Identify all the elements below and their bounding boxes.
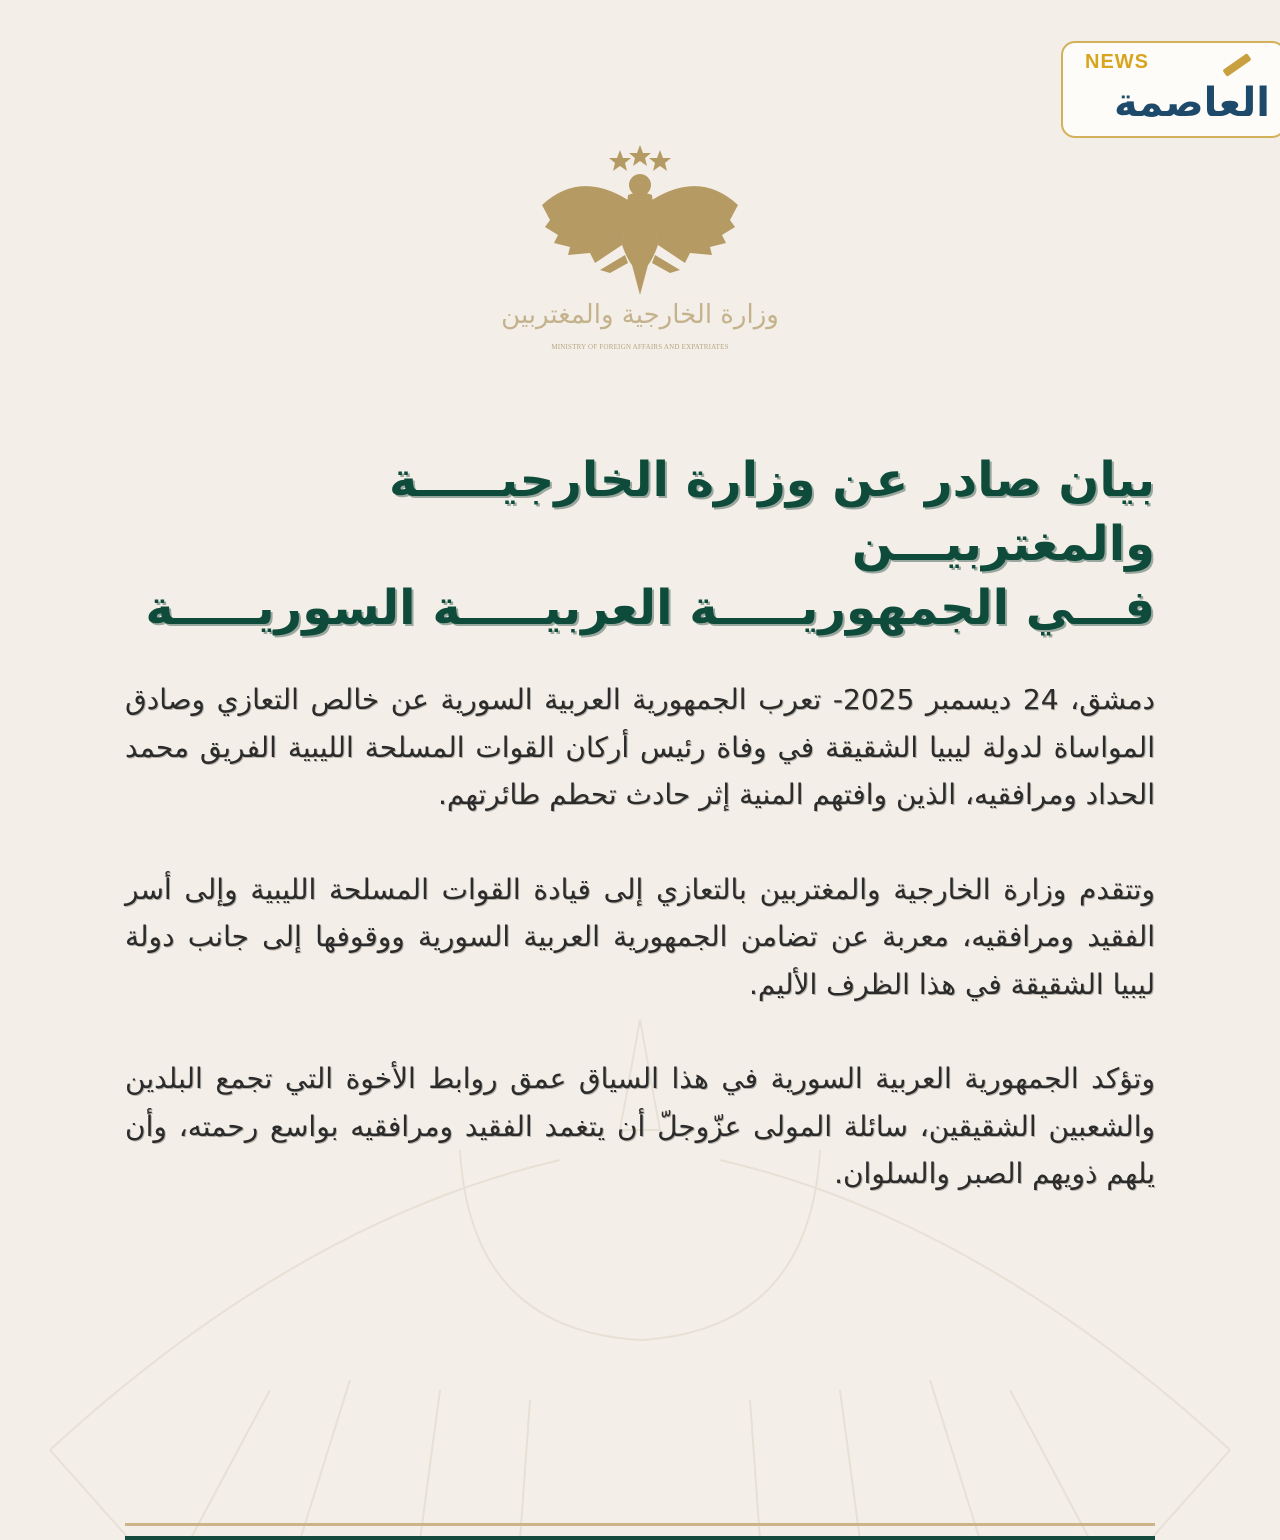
paragraph-1: دمشق، 24 ديسمبر 2025- تعرب الجمهورية العربية السورية عن خالص التعازي وصادق المواساة لدولة ليبيا الشقيقة في وفاة رئيس أركان القوات المسلحة الليبية الفريق محمد الحداد ومرافقيه، الذين وافتهم المنية إثر حادث تحطم طائرتهم. <box>125 683 1155 811</box>
emblem-arabic-text: وزارة الخارجية والمغتربين <box>501 300 779 330</box>
footer-gold-divider <box>125 1523 1155 1526</box>
statement-content <box>125 0 1155 1278</box>
emblem-english-text: MINISTRY OF FOREIGN AFFAIRS AND EXPATRIATES <box>551 343 729 351</box>
paragraph-2: وتتقدم وزارة الخارجية والمغتربين بالتعازي إلى قيادة القوات المسلحة الليبية وإلى أسر الفقيد ومرافقيه، معربة عن تضامن الجمهورية العربية السورية ووقوفها إلى جانب دولة ليبيا الشقيقة في هذا الظرف الأليم. <box>125 872 1155 1001</box>
paragraph-3: وتؤكد الجمهورية العربية السورية في هذا السياق عمق روابط الأخوة التي تجمع البلدين والشعبين الشقيقين، سائلة المولى عزّوجلّ أن يتغمد الفقيد ومرافقيه بواسع رحمته، وأن يلهم ذويهم الصبر والسلوان. <box>125 1062 1155 1190</box>
logo-arabic-text: العاصمة <box>1113 80 1270 126</box>
footer-green-bar <box>125 1536 1155 1540</box>
logo-news-text: NEWS <box>1085 51 1149 73</box>
title-line-2: فـــي الجمهوريـــــة العربيـــــة السوريـــــة <box>145 580 1155 636</box>
pen-nib-icon <box>1222 53 1251 77</box>
title-line-1: بيان صادر عن وزارة الخارجيـــــة والمغتربيـــن <box>388 452 1155 572</box>
page-title <box>125 448 1155 640</box>
